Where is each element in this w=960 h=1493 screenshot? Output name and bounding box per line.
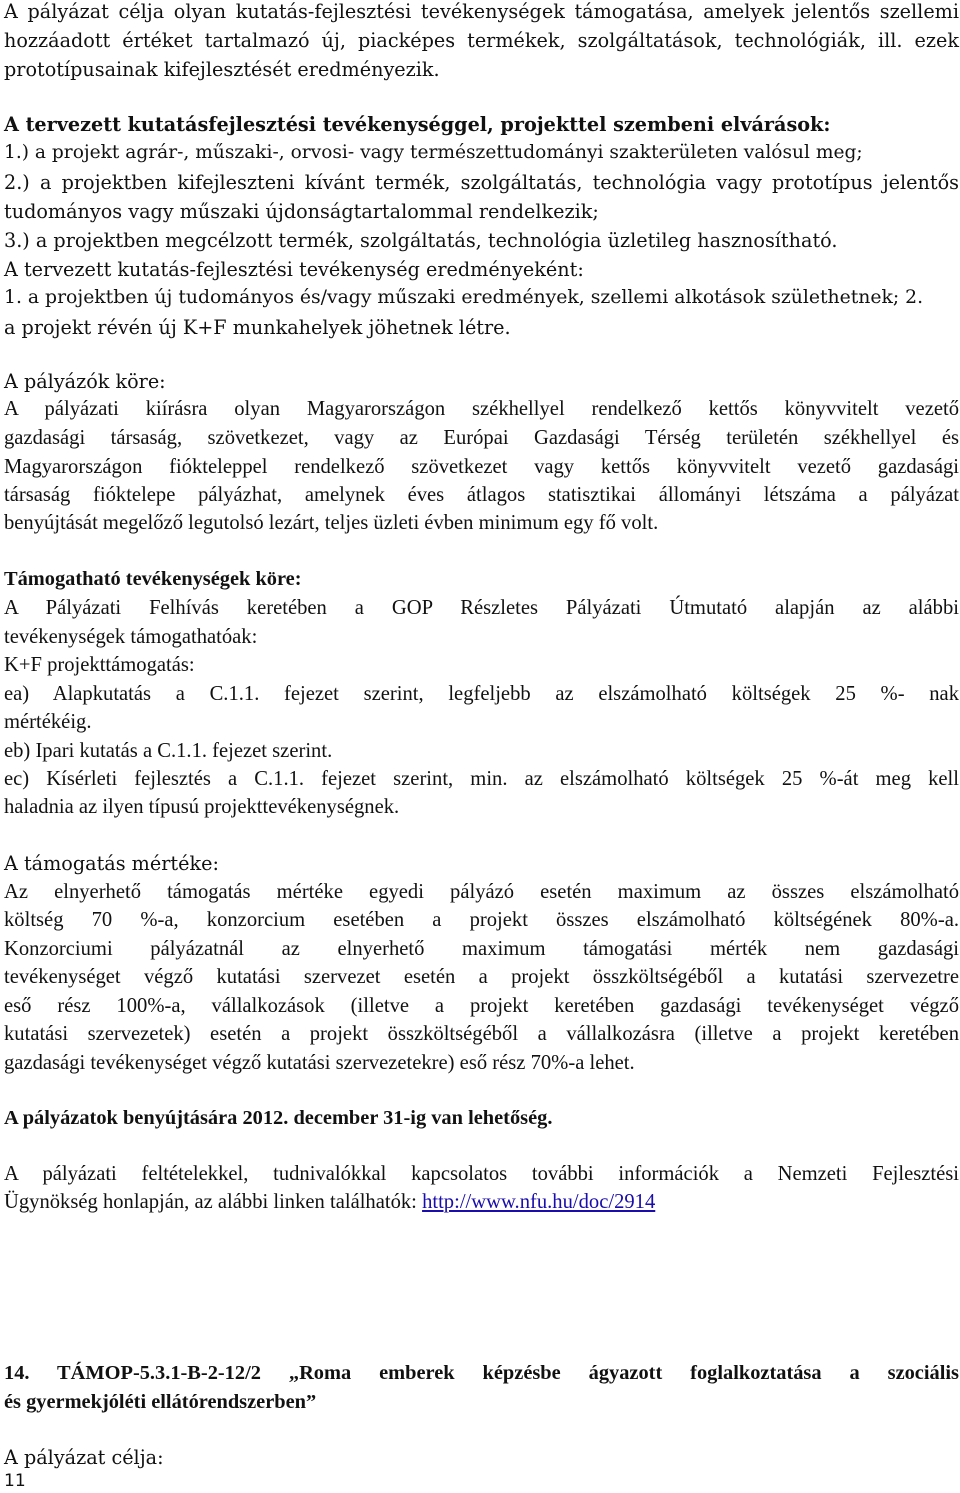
- expectations-line-1: 1.) a projekt agrár-, műszaki-, orvosi- vagy természettudományi szakterületen valósul meg;: [4, 142, 863, 163]
- activities-line-8: haladnia az ilyen típusú projekttevékenységnek.: [4, 796, 400, 818]
- section-14-title-line-2: és gyermekjóléti ellátórendszerben”: [4, 1391, 317, 1413]
- support-line-4: tevékenységet végző kutatási szervezet esetén a projekt összköltségéből a kutatási szervezetre: [4, 966, 959, 988]
- intro-line-3: prototípusainak kifejlesztését eredményezik.: [4, 58, 440, 81]
- expectations-line-2: 2.) a projektben kifejleszteni kívánt termék, szolgáltatás, technológia vagy prototípus jelentős: [4, 171, 959, 194]
- support-line-2: költség 70 %-a, konzorcium esetében a projekt összes elszámolható költségének 80%-a.: [4, 909, 959, 931]
- applicants-line-5: benyújtását megelőző legutolsó lezárt, teljes üzleti évben minimum egy fő volt.: [4, 512, 659, 534]
- applicants-line-2: gazdasági társaság, szövetkezet, vagy az Európai Gazdasági Térség területén székhellyel és: [4, 427, 959, 449]
- expectations-line-4: 3.) a projektben megcélzott termék, szolgáltatás, technológia üzletileg hasznosítható.: [4, 229, 838, 252]
- info-line-2-text: Ügynökség honlapján, az alábbi linken találhatók:: [4, 1191, 423, 1213]
- applicants-heading: A pályázók köre:: [4, 370, 166, 393]
- expectations-line-7: a projekt révén új K+F munkahelyek jöhetnek létre.: [4, 316, 511, 339]
- expectations-line-3: tudományos vagy műszaki újdonságtartalommal rendelkezik;: [4, 200, 599, 223]
- deadline-statement: A pályázatok benyújtására 2012. december 31-ig van lehetőség.: [4, 1107, 553, 1129]
- activities-line-4: ea) Alapkutatás a C.1.1. fejezet szerint, legfeljebb az elszámolható költségek 25 %- nak: [4, 683, 959, 705]
- applicants-line-1: A pályázati kiírásra olyan Magyarországon székhellyel rendelkező kettős könyvvitelt vezető: [4, 398, 959, 420]
- nfu-doc-link[interactable]: http://www.nfu.hu/doc/2914: [422, 1191, 656, 1213]
- activities-line-2: tevékenységek támogathatóak:: [4, 626, 258, 648]
- info-line-2: [4, 1191, 655, 1214]
- expectations-line-5: A tervezett kutatás-fejlesztési tevékenység eredményeként:: [4, 258, 584, 281]
- support-line-7: gazdasági tevékenységet végző kutatási szervezetekre) eső rész 70%-a lehet.: [4, 1052, 635, 1074]
- activities-heading: Támogatható tevékenységek köre:: [4, 568, 302, 590]
- info-line-1: A pályázati feltételekkel, tudnivalókkal kapcsolatos további információk a Nemzeti Fejlesztési: [4, 1163, 959, 1185]
- section-14-title-line-1: 14. TÁMOP-5.3.1-B-2-12/2 „Roma emberek képzésbe ágyazott foglalkoztatása a szociális: [4, 1362, 959, 1384]
- applicants-line-4: társaság fióktelepe pályázhat, amelynek éves átlagos statisztikai állományi létszáma a pályázat: [4, 484, 959, 506]
- support-line-1: Az elnyerhető támogatás mértéke egyedi pályázó esetén maximum az összes elszámolható: [4, 881, 959, 903]
- goal-heading: A pályázat célja:: [4, 1446, 164, 1469]
- activities-line-6: eb) Ipari kutatás a C.1.1. fejezet szerint.: [4, 740, 333, 762]
- intro-line-1: A pályázat célja olyan kutatás-fejlesztési tevékenységek támogatása, amelyek jelentős szellemi: [4, 0, 959, 23]
- activities-line-1: A Pályázati Felhívás keretében a GOP Részletes Pályázati Útmutató alapján az alábbi: [4, 597, 959, 619]
- support-line-3: Konzorciumi pályázatnál az elnyerhető maximum támogatási mérték nem gazdasági: [4, 938, 959, 960]
- page-number: 11: [4, 1471, 26, 1491]
- expectations-line-6: 1. a projektben új tudományos és/vagy műszaki eredmények, szellemi alkotások születhetnek; 2.: [4, 287, 924, 308]
- expectations-heading: A tervezett kutatásfejlesztési tevékenységgel, projekttel szembeni elvárások:: [4, 113, 831, 136]
- activities-line-3: K+F projekttámogatás:: [4, 654, 195, 676]
- support-line-6: kutatási szervezetek) esetén a projekt összköltségéből a vállalkozásra (illetve a projekt keretében: [4, 1023, 959, 1045]
- activities-line-7: ec) Kísérleti fejlesztés a C.1.1. fejezet szerint, min. az elszámolható költségek 25 %-át meg kell: [4, 768, 959, 790]
- support-line-5: eső rész 100%-a, vállalkozások (illetve a projekt keretében gazdasági tevékenységet végző: [4, 995, 959, 1017]
- applicants-line-3: Magyarországon fiókteleppel rendelkező szövetkezet vagy kettős könyvvitelt vezető gazdasági: [4, 456, 959, 478]
- activities-line-5: mértékéig.: [4, 711, 92, 733]
- support-heading: A támogatás mértéke:: [4, 852, 219, 875]
- intro-line-2: hozzáadott értéket tartalmazó új, piacképes termékek, szolgáltatások, technológiák, ill. ezek: [4, 29, 959, 52]
